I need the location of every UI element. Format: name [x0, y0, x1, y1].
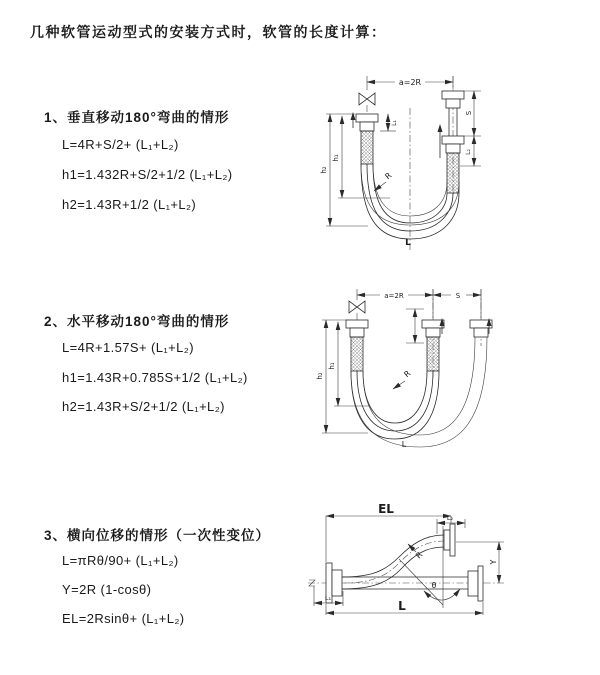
dim-label-r: R	[383, 170, 394, 182]
valve-icon	[349, 301, 365, 313]
valve-icon	[359, 93, 375, 105]
dim-label-h2: h₂	[320, 166, 328, 174]
diagram-lateral-displacement	[298, 496, 600, 664]
dim-label-r: R	[402, 368, 413, 380]
dim-label-h1: h₁	[328, 362, 336, 370]
dim-label-s: S	[455, 292, 461, 300]
dim-label-r: R	[414, 550, 425, 561]
section-2-heading: 2、水平移动180°弯曲的情形	[44, 314, 230, 329]
dim-label-theta: θ	[431, 581, 437, 590]
dim-label-l2: L₂	[446, 514, 454, 522]
dim-label-y: Y	[489, 559, 498, 565]
formula-line: Y=2R (1-cosθ)	[62, 582, 152, 597]
dim-label-a2r: a=2R	[398, 78, 422, 87]
dim-label-l: L	[401, 440, 407, 449]
formula-line: h1=1.432R+S/2+1/2 (L₁+L₂)	[62, 167, 233, 182]
dim-label-l1: L₁	[391, 120, 398, 126]
dim-label-h1: h₁	[332, 154, 340, 162]
section-1-heading: 1、垂直移动180°弯曲的情形	[44, 110, 230, 125]
dim-label-l2: L₂	[465, 149, 472, 155]
dim-label-l: L	[398, 599, 406, 613]
formula-line: L=4R+1.57S+ (L₁+L₂)	[62, 340, 194, 355]
diagram-vertical-180-bend	[310, 66, 600, 261]
formula-line: L=4R+S/2+ (L₁+L₂)	[62, 137, 179, 152]
motion-arrow-icon	[438, 124, 443, 132]
formula-line: h2=1.43R+S/2+1/2 (L₁+L₂)	[62, 399, 225, 414]
motion-arrow-icon	[351, 112, 356, 120]
dim-label-l1: L₁	[324, 594, 332, 602]
formula-line: h2=1.43R+1/2 (L₁+L₂)	[62, 197, 197, 212]
dim-label-s: S	[465, 110, 473, 116]
page-title: 几种软管运动型式的安装方式时，软管的长度计算：	[30, 24, 387, 40]
dim-label-el: EL	[378, 502, 394, 516]
diagram-horizontal-180-bend	[308, 276, 600, 453]
formula-line: L=πRθ/90+ (L₁+L₂)	[62, 553, 179, 568]
section-3-heading: 3、横向位移的情形（一次性变位）	[44, 528, 271, 543]
dim-label-l: L	[405, 238, 411, 248]
formula-line: h1=1.43R+0.785S+1/2 (L₁+L₂)	[62, 370, 248, 385]
dim-label-h2: h₂	[316, 372, 324, 380]
formula-line: EL=2Rsinθ+ (L₁+L₂)	[62, 611, 185, 626]
dim-label-a2r: a=2R	[384, 292, 404, 300]
